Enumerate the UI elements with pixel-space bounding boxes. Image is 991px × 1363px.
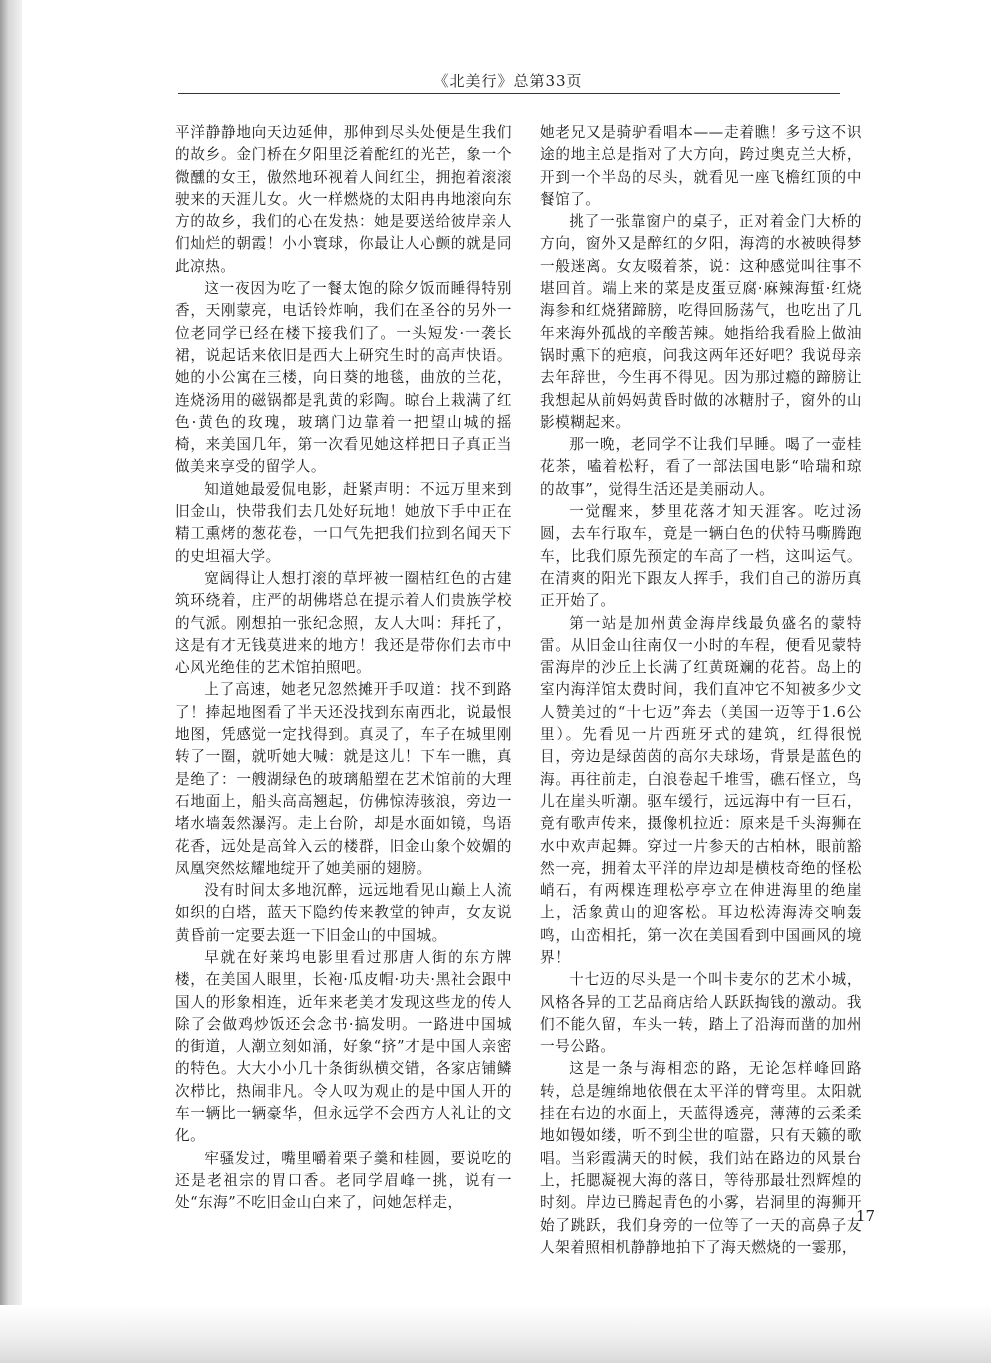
paragraph: 挑了一张靠窗户的桌子，正对着金门大桥的方向，窗外又是醉红的夕阳，海湾的水被映得梦一般迷离。女友啜着茶，说：这种感觉叫往事不堪回首。端上来的菜是皮蛋豆腐·麻辣海蜇·红烧海参和红烧猪蹄膀，吃得回肠荡气，也吃出了几年来海外孤战的辛酸苦辣。她指给我看脸上做油锅时熏下的疤痕，问我这两年还好吧？我说母亲去年辞世，今生再不得见。因为那过瘾的蹄膀让我想起从前妈妈黄昏时做的冰糖肘子，窗外的山影模糊起来。 — [540, 213, 862, 431]
scan-edge-shadow — [0, 0, 22, 1363]
paragraph: 一觉醒来，梦里花落才知天涯客。吃过汤圆，去车行取车，竟是一辆白色的伏特马嘶腾跑车，比我们原先预定的车高了一档，这叫运气。在清爽的阳光下跟友人挥手，我们自己的游历真正开始了。 — [540, 503, 862, 610]
page-number: 17 — [856, 1207, 876, 1225]
paragraph: 这是一条与海相恋的路，无论怎样峰回路转，总是缠绵地依偎在太平洋的臂弯里。太阳就挂在右边的水面上，天蓝得透亮，薄薄的云柔柔地如镘如缕，听不到尘世的喧嚣，只有天籁的歌唱。当彩霞满天的时候，我们站在路边的风景台上，托腮凝视大海的落日，等待那最壮烈辉煌的时刻。岸边已腾起青色的小雾，岩洞里的海狮开始了跳跃，我们身旁的一位等了一天的高鼻子友人架着照相机静静地拍下了海天燃烧的一霎那， — [540, 1060, 862, 1256]
paragraph: 上了高速，她老兄忽然摊开手叹道：找不到路了！捧起地图看了半天还没找到东南西北，说最恨地图，凭感觉一定找得到。真灵了，车子在城里刚转了一圈，就听她大喊：就是这儿！下车一瞧，真是绝了：一艘湖绿色的玻璃船塑在艺术馆前的大理石地面上，船头高高翘起，仿佛惊涛骇浪，旁边一堵水墙轰然瀑泻。走上台阶，却是水面如镜，鸟语花香，远处是高耸入云的楼群，旧金山象个姣媚的凤凰突然炫耀地绽开了她美丽的翅膀。 — [175, 681, 512, 877]
header-rule — [178, 93, 840, 94]
paragraph: 她老兄又是骑驴看唱本——走着瞧！多亏这不识途的地主总是指对了大方向，跨过奥克兰大桥，开到一个半岛的尽头，就看见一座飞檐红顶的中餐馆了。 — [540, 124, 862, 208]
left-column — [175, 122, 512, 1215]
running-header: 《北美行》总第33页 — [433, 72, 583, 90]
paragraph: 这一夜因为吃了一餐太饱的除夕饭而睡得特别香，天刚蒙亮，电话铃炸响，我们在圣谷的另外一位老同学已经在楼下接我们了。一头短发·一袭长裙，说起话来依旧是西大上研究生时的高声快语。她的小公寓在三楼，向日葵的地毯，曲放的兰花，连烧汤用的磁锅都是乳黄的彩陶。晾台上栽满了红色·黄色的玫瑰，玻璃门边靠着一把望山城的摇椅，来美国几年，第一次看见她这样把日子真正当做美来享受的留学人。 — [175, 280, 512, 476]
paragraph: 没有时间太多地沉醉，远远地看见山巅上人流如织的白塔，蓝天下隐约传来教堂的钟声，女友说黄昏前一定要去逛一下旧金山的中国城。 — [175, 882, 512, 944]
scan-bottom-shadow — [0, 1305, 991, 1363]
paragraph: 早就在好莱坞电影里看过那唐人街的东方牌楼，在美国人眼里，长袍·瓜皮帽·功夫·黑社会跟中国人的形象相连，近年来老美才发现这些龙的传人除了会做鸡炒饭还会念书·搞发明。一路进中国城的街道，人潮立刻如涌，好象“挤”才是中国人亲密的特色。大大小小几十条街纵横交错，各家店铺鳞次栉比，热闹非凡。令人叹为观止的是中国人开的车一辆比一辆豪华，但永远学不会西方人礼让的文化。 — [175, 948, 512, 1145]
paragraph: 牢骚发过，嘴里嚼着栗子羹和桂圆，要说吃的还是老祖宗的胃口香。老同学眉峰一挑，说有一处“东海”不吃旧金山白来了，问她怎样走， — [175, 1149, 512, 1212]
paragraph: 十七迈的尽头是一个叫卡麦尔的艺术小城，风格各异的工艺品商店给人跃跃掏钱的激动。我们不能久留，车头一转，踏上了沿海而凿的加州一号公路。 — [540, 971, 862, 1056]
right-column — [540, 122, 862, 1259]
paragraph: 知道她最爱侃电影，赶紧声明：不远万里来到旧金山，快带我们去几处好玩地！她放下手中正在精工熏烤的葱花卷，一口气先把我们拉到名闻天下的史坦福大学。 — [175, 480, 512, 565]
paragraph: 第一站是加州黄金海岸线最负盛名的蒙特雷。从旧金山往南仅一小时的车程，便看见蒙特雷海岸的沙丘上长满了红黄斑斓的花苔。岛上的室内海洋馆太费时间，我们直冲它不知被多少文人赞美过的“十七迈”奔去（美国一迈等于1.6公里）。先看见一片西班牙式的建筑，红得很悦目，旁边是绿茵茵的高尔夫球场，背景是蓝色的海。再往前走，白浪卷起千堆雪，礁石怪立，鸟儿在崖头听潮。驱车缓行，远远海中有一巨石，竟有歌声传来，摄像机拉近：原来是千头海狮在水中欢声起舞。穿过一片参天的古柏林，眼前豁然一亮，拥着太平洋的岸边却是横枝奇绝的怪松峭石，有两棵连理松亭亭立在伸进海里的绝崖上，活象黄山的迎客松。耳边松涛海涛交响轰鸣，山峦相托，第一次在美国看到中国画风的境界！ — [540, 614, 862, 966]
paragraph: 平洋静静地向天边延伸，那伸到尽头处便是生我们的故乡。金门桥在夕阳里泛着酡红的光芒，象一个微醺的女王，傲然地环视着人间红尘，拥抱着滚滚驶来的天涯儿女。火一样燃烧的太阳冉冉地滚向东方的故乡，我们的心在发热：她是要送给彼岸亲人们灿烂的朝霞！小小寰球，你最让人心颤的就是同此凉热。 — [175, 124, 512, 275]
paragraph: 宽阔得让人想打滚的草坪被一圈桔红色的古建筑环绕着，庄严的胡佛塔总在提示着人们贵族学校的气派。刚想拍一张纪念照，友人大叫：拜托了，这是有才无钱莫进来的地方！我还是带你们去市中心风光绝佳的艺术馆拍照吧。 — [175, 569, 512, 677]
paragraph: 那一晚，老同学不让我们早睡。喝了一壶桂花茶，嗑着松籽，看了一部法国电影“哈瑞和琼的故事”，觉得生活还是美丽动人。 — [540, 436, 862, 498]
